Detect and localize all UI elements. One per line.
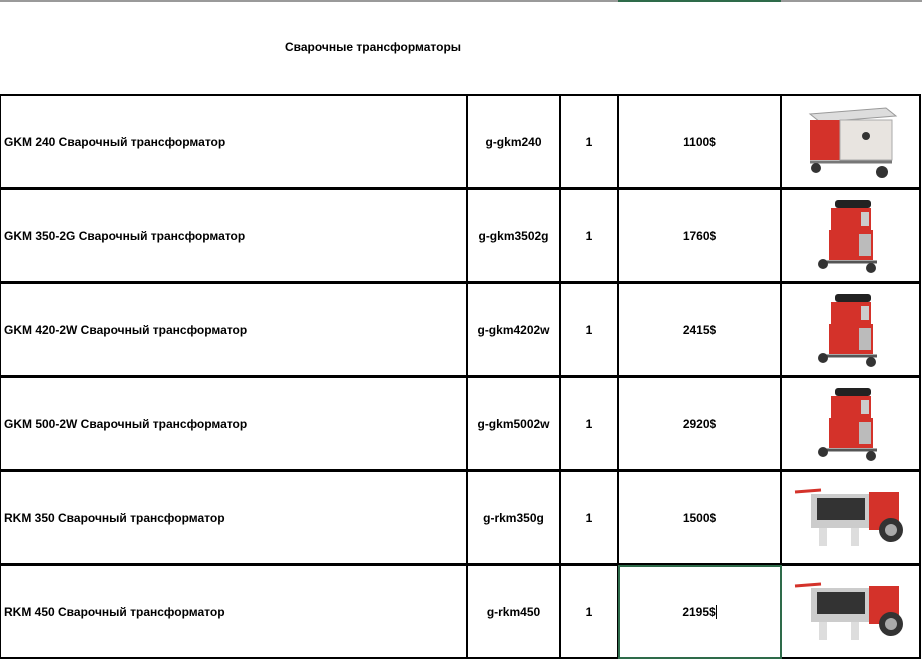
price-cell-text: 1760$ <box>682 228 717 243</box>
product-image-cell[interactable] <box>780 188 921 283</box>
quantity-cell[interactable] <box>559 282 619 377</box>
price-cell[interactable] <box>617 188 782 283</box>
product-name-cell-text: RKM 350 Сварочный трансформатор <box>4 510 225 525</box>
price-cell-text: 2195$ <box>682 604 716 619</box>
quantity-cell-text: 1 <box>585 510 593 525</box>
welder-wheeled-icon <box>791 572 911 652</box>
table-row <box>0 282 922 377</box>
quantity-cell[interactable] <box>559 94 619 189</box>
table-row <box>0 94 922 189</box>
table-row <box>0 470 922 565</box>
quantity-cell-text: 1 <box>585 228 593 243</box>
product-code-cell-text: g-gkm4202w <box>477 322 550 337</box>
product-code-cell-text: g-rkm450 <box>486 604 541 619</box>
header-border <box>0 0 922 2</box>
price-cell[interactable] <box>617 470 782 565</box>
product-code-cell[interactable] <box>466 564 561 659</box>
product-image-cell[interactable] <box>780 94 921 189</box>
quantity-cell[interactable] <box>559 470 619 565</box>
welder-tall-icon <box>811 196 891 276</box>
product-name-cell[interactable] <box>0 282 468 377</box>
product-code-cell-text: g-gkm3502g <box>478 228 549 243</box>
product-name-cell[interactable] <box>0 94 468 189</box>
active-cell-selection[interactable] <box>618 565 782 659</box>
quantity-cell[interactable] <box>559 376 619 471</box>
price-cell-text: 2920$ <box>682 416 717 431</box>
quantity-cell-text: 1 <box>585 416 593 431</box>
quantity-cell[interactable] <box>559 564 619 659</box>
sheet-title[interactable]: Сварочные трансформаторы <box>284 40 462 54</box>
product-image-cell[interactable] <box>780 282 921 377</box>
product-name-cell[interactable] <box>0 188 468 283</box>
price-cell-text: 2415$ <box>682 322 717 337</box>
product-image-cell[interactable] <box>780 470 921 565</box>
product-name-cell-text: GKM 420-2W Сварочный трансформатор <box>4 322 248 337</box>
product-name-cell[interactable] <box>0 564 468 659</box>
price-cell-text: 1500$ <box>682 510 717 525</box>
welder-tall-icon <box>811 290 891 370</box>
product-code-cell-text: g-gkm240 <box>485 134 542 149</box>
quantity-cell-text: 1 <box>585 322 593 337</box>
product-name-cell-text: RKM 450 Сварочный трансформатор <box>4 604 225 619</box>
product-name-cell-text: GKM 240 Сварочный трансформатор <box>4 134 226 149</box>
column-selection-indicator <box>618 0 781 2</box>
product-code-cell[interactable] <box>466 188 561 283</box>
product-name-cell-text: GKM 350-2G Сварочный трансформатор <box>4 228 246 243</box>
welder-wheeled-icon <box>791 478 911 558</box>
product-image-cell[interactable] <box>780 564 921 659</box>
product-image-cell[interactable] <box>780 376 921 471</box>
product-name-cell[interactable] <box>0 470 468 565</box>
price-cell[interactable] <box>617 94 782 189</box>
table-row <box>0 564 922 659</box>
price-cell[interactable] <box>617 282 782 377</box>
quantity-cell-text: 1 <box>585 604 593 619</box>
table-row <box>0 188 922 283</box>
product-name-cell[interactable] <box>0 376 468 471</box>
product-code-cell[interactable] <box>466 94 561 189</box>
price-cell-text: 1100$ <box>683 134 716 149</box>
welder-cart-icon <box>796 102 906 182</box>
quantity-cell-text: 1 <box>585 134 593 149</box>
price-cell[interactable] <box>617 376 782 471</box>
quantity-cell[interactable] <box>559 188 619 283</box>
product-code-cell-text: g-rkm350g <box>483 510 544 525</box>
product-code-cell[interactable] <box>466 376 561 471</box>
product-code-cell[interactable] <box>466 470 561 565</box>
welder-tall-icon <box>811 384 891 464</box>
product-name-cell-text: GKM 500-2W Сварочный трансформатор <box>4 416 248 431</box>
product-code-cell[interactable] <box>466 282 561 377</box>
product-code-cell-text: g-gkm5002w <box>477 416 550 431</box>
table-row <box>0 376 922 471</box>
